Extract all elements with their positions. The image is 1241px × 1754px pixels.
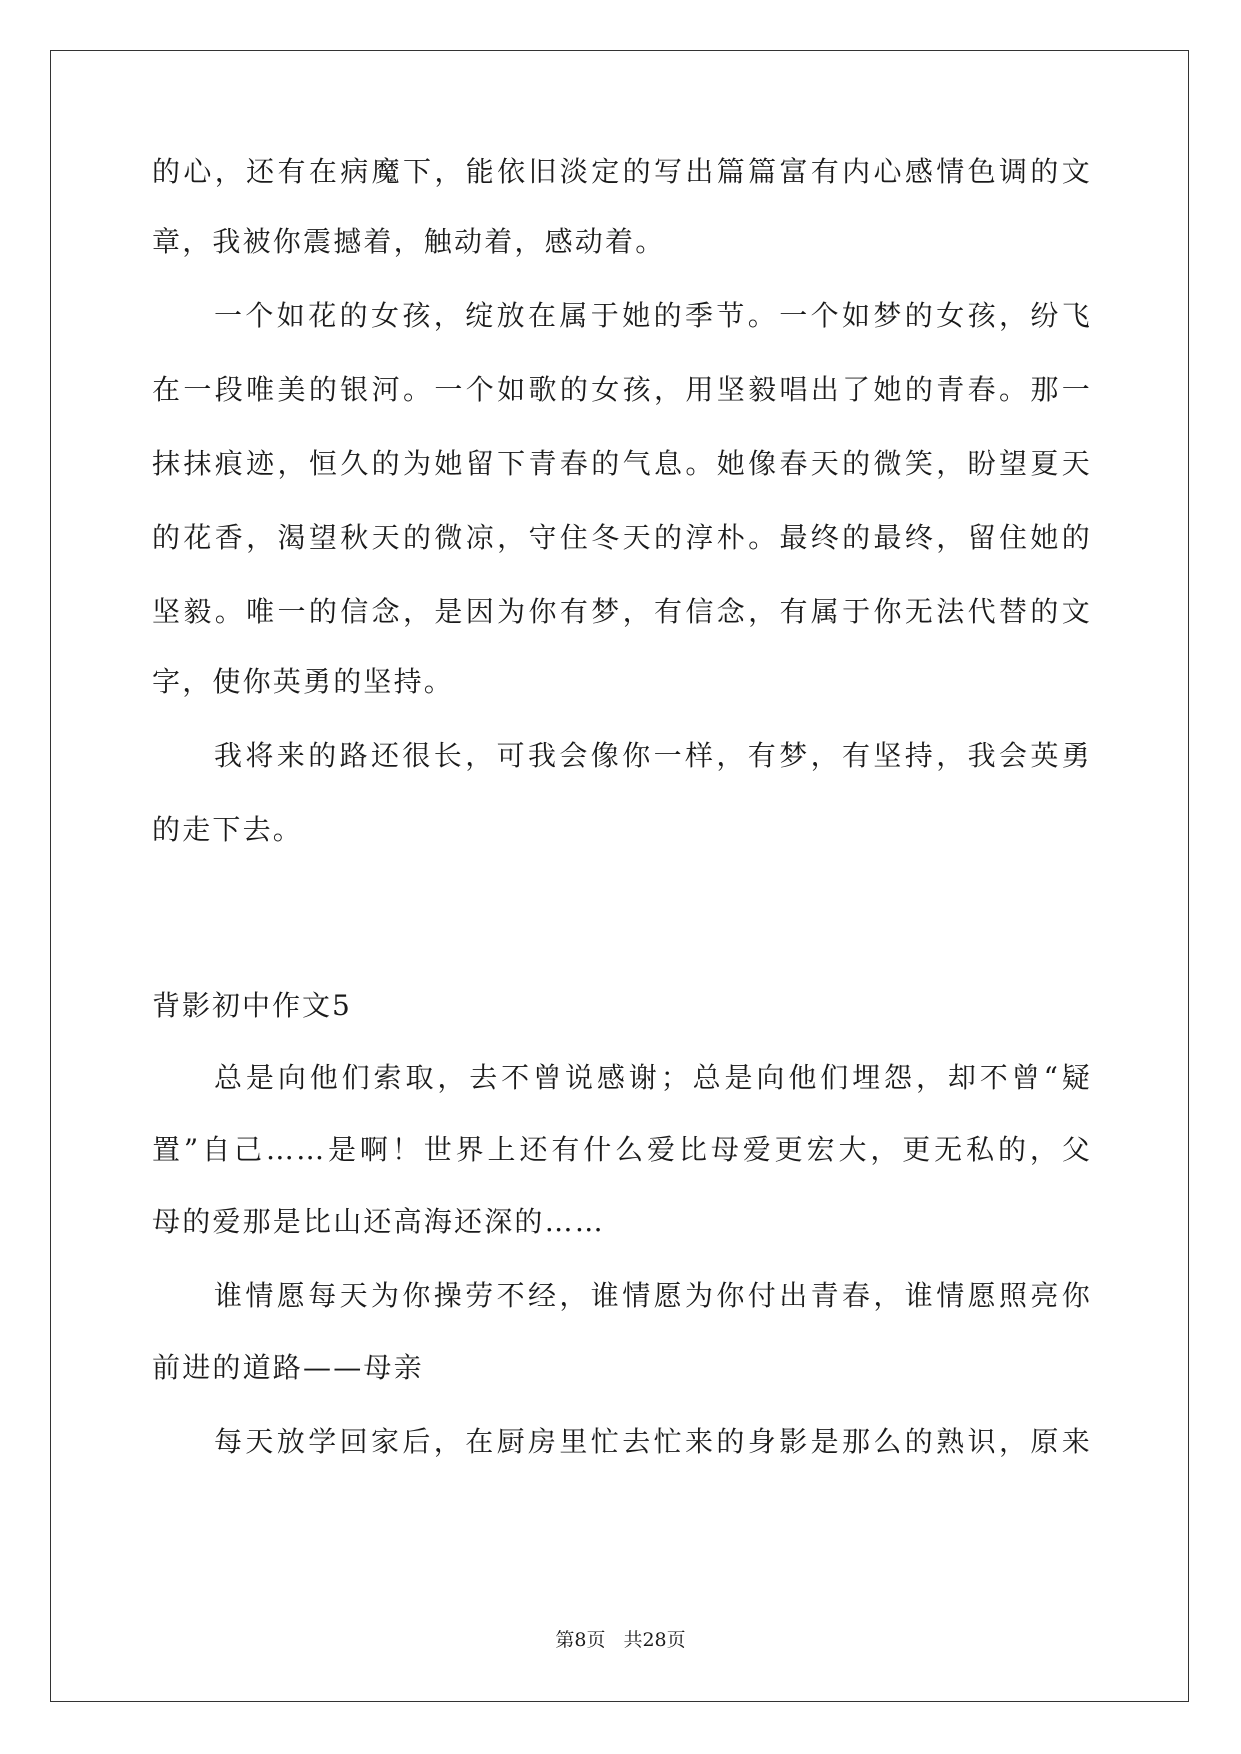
paragraph-line: 谁情愿每天为你操劳不经，谁情愿为你付出青春，谁情愿照亮你 bbox=[214, 1279, 1092, 1312]
page-footer bbox=[0, 1628, 1241, 1652]
paragraph-line: 我将来的路还很长，可我会像你一样，有梦，有坚持，我会英勇 bbox=[214, 739, 1092, 772]
paragraph-line: 总是向他们索取，去不曾说感谢；总是向他们埋怨，却不曾“疑 bbox=[214, 1061, 1092, 1094]
paragraph-line: 在一段唯美的银河。一个如歌的女孩，用坚毅唱出了她的青春。那一 bbox=[152, 373, 1092, 406]
paragraph-line: 坚毅。唯一的信念，是因为你有梦，有信念，有属于你无法代替的文 bbox=[152, 595, 1092, 628]
paragraph-line: 的花香，渴望秋天的微凉，守住冬天的淳朴。最终的最终，留住她的 bbox=[152, 521, 1092, 554]
paragraph-line: 每天放学回家后，在厨房里忙去忙来的身影是那么的熟识，原来 bbox=[214, 1425, 1092, 1458]
paragraph-line: 一个如花的女孩，绽放在属于她的季节。一个如梦的女孩，纷飞 bbox=[214, 299, 1092, 332]
paragraph-line: 前进的道路——母亲 bbox=[152, 1351, 424, 1384]
paragraph-line: 置”自己……是啊！世界上还有什么爱比母爱更宏大，更无私的，父 bbox=[152, 1133, 1092, 1166]
paragraph-line: 字，使你英勇的坚持。 bbox=[152, 665, 455, 698]
section-heading: 背影初中作文5 bbox=[152, 989, 352, 1022]
page-number: 第8页 bbox=[555, 1629, 606, 1651]
paragraph-line: 的心，还有在病魔下，能依旧淡定的写出篇篇富有内心感情色调的文 bbox=[152, 155, 1092, 188]
paragraph-line: 的走下去。 bbox=[152, 813, 304, 846]
page-total: 共28页 bbox=[623, 1629, 686, 1651]
paragraph-line: 章，我被你震撼着，触动着，感动着。 bbox=[152, 225, 666, 258]
paragraph-line: 抹抹痕迹，恒久的为她留下青春的气息。她像春天的微笑，盼望夏天 bbox=[152, 447, 1092, 480]
paragraph-line: 母的爱那是比山还高海还深的…… bbox=[152, 1205, 606, 1238]
